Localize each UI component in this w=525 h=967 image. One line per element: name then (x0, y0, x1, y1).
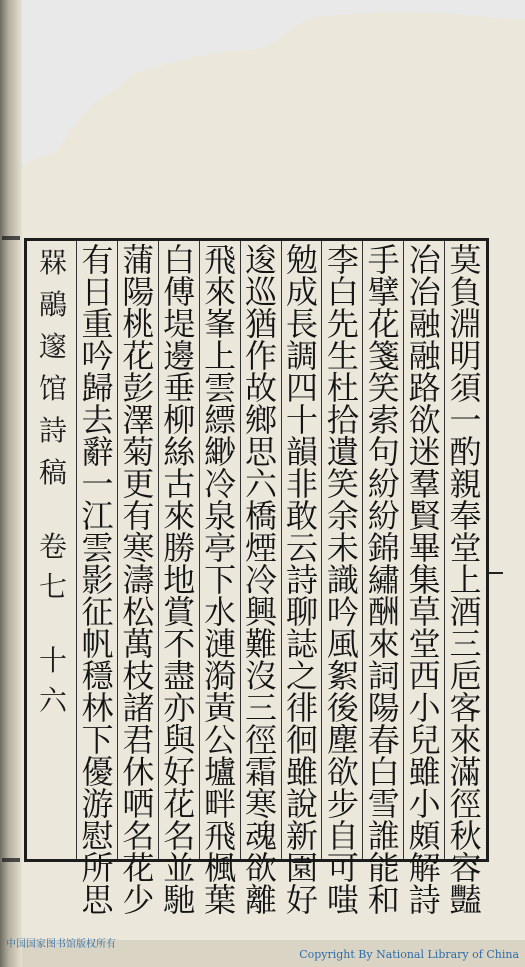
glyph: 游 (81, 785, 114, 823)
glyph: 畔 (204, 785, 237, 823)
glyph: 霜 (245, 753, 278, 791)
glyph: 聊 (285, 593, 318, 631)
glyph: 漣 (204, 625, 237, 663)
glyph: 堂 (408, 625, 441, 663)
glyph: 余 (326, 497, 359, 535)
glyph: 六 (245, 465, 278, 503)
glyph: 詞 (367, 657, 400, 695)
glyph: 三 (449, 625, 482, 663)
glyph: 日 (81, 273, 114, 311)
glyph: 蒲 (122, 241, 155, 279)
glyph: 成 (285, 273, 318, 311)
glyph: 萬 (122, 625, 155, 663)
text-column (200, 241, 241, 919)
glyph: 有 (122, 497, 155, 535)
glyph: 調 (285, 337, 318, 375)
glyph: 飛 (204, 817, 237, 855)
glyph: 七 (38, 570, 67, 603)
glyph: 興 (245, 593, 278, 631)
glyph: 邊 (163, 337, 196, 375)
glyph: 勝 (163, 529, 196, 567)
glyph: 繡 (367, 561, 400, 599)
glyph: 長 (285, 305, 318, 343)
glyph: 葉 (204, 881, 237, 919)
footer-copyright-right: Copyright By National Library of China (299, 948, 519, 961)
book-spine (0, 0, 22, 967)
glyph: 下 (81, 721, 114, 759)
glyph: 徊 (285, 721, 318, 759)
glyph: 柳 (163, 401, 196, 439)
glyph: 風 (326, 625, 359, 663)
glyph: 下 (204, 561, 237, 599)
glyph: 詩 (285, 561, 318, 599)
glyph: 名 (122, 817, 155, 855)
glyph: 沒 (245, 657, 278, 695)
glyph: 和 (367, 881, 400, 919)
glyph: 重 (81, 305, 114, 343)
glyph: 詩 (38, 414, 67, 447)
glyph: 所 (81, 849, 114, 887)
glyph: 楓 (204, 849, 237, 887)
glyph: 卷 (38, 530, 67, 563)
glyph: 桃 (122, 305, 155, 343)
glyph: 君 (122, 721, 155, 759)
glyph: 拾 (326, 401, 359, 439)
glyph: 冷 (204, 465, 237, 503)
glyph: 來 (367, 625, 400, 663)
glyph: 作 (245, 337, 278, 375)
glyph: 休 (122, 753, 155, 791)
glyph: 來 (204, 273, 237, 311)
glyph: 塵 (326, 721, 359, 759)
glyph: 說 (285, 785, 318, 823)
glyph: 思 (245, 433, 278, 471)
glyph: 漪 (204, 657, 237, 695)
glyph: 集 (408, 561, 441, 599)
glyph: 垂 (163, 369, 196, 407)
glyph: 絲 (163, 433, 196, 471)
glyph: 歸 (81, 369, 114, 407)
glyph: 迷 (408, 433, 441, 471)
glyph: 勉 (285, 241, 318, 279)
glyph: 逡 (245, 241, 278, 279)
glyph: 索 (367, 401, 400, 439)
text-frame (24, 238, 489, 919)
glyph: 堤 (163, 305, 196, 343)
book-title (39, 241, 67, 491)
glyph: 故 (245, 369, 278, 407)
glyph: 小 (408, 689, 441, 727)
glyph: 小 (408, 785, 441, 823)
glyph: 箋 (367, 337, 400, 375)
glyph: 徘 (285, 689, 318, 727)
glyph: 花 (122, 849, 155, 887)
glyph: 槑 (38, 246, 67, 279)
glyph: 莫 (449, 241, 482, 279)
text-column (363, 241, 404, 919)
glyph: 名 (163, 817, 196, 855)
glyph: 笑 (367, 369, 400, 407)
page-number (39, 639, 67, 719)
glyph: 巡 (245, 273, 278, 311)
glyph: 難 (245, 625, 278, 663)
glyph: 能 (367, 849, 400, 887)
glyph: 影 (81, 561, 114, 599)
glyph: 奉 (449, 497, 482, 535)
glyph: 十 (38, 644, 67, 677)
glyph: 明 (449, 337, 482, 375)
glyph: 融 (408, 305, 441, 343)
glyph: 辭 (81, 433, 114, 471)
glyph: 生 (326, 337, 359, 375)
glyph: 徑 (245, 721, 278, 759)
glyph: 杜 (326, 369, 359, 407)
glyph: 來 (163, 497, 196, 535)
glyph: 新 (285, 817, 318, 855)
footer-copyright-left: 中国国家图书馆版权所有 (6, 939, 116, 950)
glyph: 雖 (285, 753, 318, 791)
glyph: 李 (326, 241, 359, 279)
glyph: 峯 (204, 305, 237, 343)
text-column (282, 241, 323, 919)
glyph: 一 (81, 465, 114, 503)
glyph: 誰 (367, 817, 400, 855)
glyph: 煙 (245, 529, 278, 567)
glyph: 不 (163, 625, 196, 663)
glyph: 征 (81, 593, 114, 631)
glyph: 並 (163, 849, 196, 887)
glyph: 紛 (367, 497, 400, 535)
glyph: 少 (122, 881, 155, 919)
glyph: 彭 (122, 369, 155, 407)
glyph: 雖 (408, 753, 441, 791)
glyph: 馆 (38, 372, 67, 405)
text-column (118, 241, 159, 919)
text-column (404, 241, 445, 919)
glyph: 淵 (449, 305, 482, 343)
text-column (77, 241, 118, 919)
glyph: 公 (204, 721, 237, 759)
glyph: 頗 (408, 817, 441, 855)
glyph: 橋 (245, 497, 278, 535)
glyph: 自 (326, 817, 359, 855)
glyph: 寒 (245, 785, 278, 823)
glyph: 擘 (367, 273, 400, 311)
glyph: 與 (163, 721, 196, 759)
glyph: 枝 (122, 657, 155, 695)
glyph: 西 (408, 657, 441, 695)
glyph: 步 (326, 785, 359, 823)
glyph: 松 (122, 593, 155, 631)
glyph: 春 (367, 721, 400, 759)
glyph: 好 (285, 881, 318, 919)
glyph: 縹 (204, 401, 237, 439)
spine-ink-mark (2, 858, 20, 862)
glyph: 邃 (38, 330, 67, 363)
glyph: 紛 (367, 465, 400, 503)
glyph: 堂 (449, 529, 482, 567)
glyph: 六 (38, 684, 67, 717)
glyph: 四 (285, 369, 318, 407)
glyph: 亦 (163, 689, 196, 727)
glyph: 先 (326, 305, 359, 343)
glyph: 花 (367, 305, 400, 343)
glyph: 韻 (285, 433, 318, 471)
glyph: 酬 (367, 593, 400, 631)
glyph: 非 (285, 465, 318, 503)
glyph: 穩 (81, 657, 114, 695)
glyph: 兒 (408, 721, 441, 759)
glyph: 壚 (204, 753, 237, 791)
glyph: 鷊 (38, 288, 67, 321)
glyph: 更 (122, 465, 155, 503)
glyph: 云 (285, 529, 318, 567)
glyph: 之 (285, 657, 318, 695)
column-rule (76, 241, 77, 859)
glyph: 手 (367, 241, 400, 279)
glyph: 吟 (326, 593, 359, 631)
glyph: 可 (326, 849, 359, 887)
glyph: 來 (449, 721, 482, 759)
glyph: 猶 (245, 305, 278, 343)
glyph: 錦 (367, 529, 400, 567)
glyph: 白 (326, 273, 359, 311)
glyph: 賢 (408, 497, 441, 535)
glyph: 後 (326, 689, 359, 727)
glyph: 羣 (408, 465, 441, 503)
text-column (322, 241, 363, 919)
glyph: 白 (163, 241, 196, 279)
text-column (159, 241, 200, 919)
glyph: 水 (204, 593, 237, 631)
glyph: 諸 (122, 689, 155, 727)
glyph: 緲 (204, 433, 237, 471)
glyph: 畢 (408, 529, 441, 567)
glyph: 滿 (449, 753, 482, 791)
glyph: 慰 (81, 817, 114, 855)
glyph: 句 (367, 433, 400, 471)
glyph: 酒 (449, 593, 482, 631)
glyph: 親 (449, 465, 482, 503)
glyph: 冶 (408, 241, 441, 279)
glyph: 魂 (245, 817, 278, 855)
glyph: 古 (163, 465, 196, 503)
glyph: 馳 (163, 881, 196, 919)
glyph: 須 (449, 369, 482, 407)
glyph: 嗤 (326, 881, 359, 919)
glyph: 豔 (449, 881, 482, 919)
glyph: 哂 (122, 785, 155, 823)
glyph: 笑 (326, 465, 359, 503)
glyph: 草 (408, 593, 441, 631)
glyph: 泉 (204, 497, 237, 535)
glyph: 離 (245, 881, 278, 919)
glyph: 秋 (449, 817, 482, 855)
glyph: 三 (245, 689, 278, 727)
glyph: 遺 (326, 433, 359, 471)
glyph: 思 (81, 881, 114, 919)
glyph: 寒 (122, 529, 155, 567)
glyph: 客 (449, 689, 482, 727)
glyph: 陽 (122, 273, 155, 311)
glyph: 上 (449, 561, 482, 599)
glyph: 鄉 (245, 401, 278, 439)
glyph: 飛 (204, 241, 237, 279)
glyph: 欲 (408, 401, 441, 439)
glyph: 敢 (285, 497, 318, 535)
glyph: 融 (408, 337, 441, 375)
glyph: 園 (285, 849, 318, 887)
glyph: 未 (326, 529, 359, 567)
glyph: 好 (163, 753, 196, 791)
glyph: 冶 (408, 273, 441, 311)
glyph: 上 (204, 337, 237, 375)
glyph: 雪 (367, 785, 400, 823)
glyph: 酌 (449, 433, 482, 471)
glyph: 欲 (245, 849, 278, 887)
glyph: 亭 (204, 529, 237, 567)
glyph: 花 (163, 785, 196, 823)
glyph: 地 (163, 561, 196, 599)
glyph: 絮 (326, 657, 359, 695)
glyph: 賞 (163, 593, 196, 631)
glyph: 十 (285, 401, 318, 439)
margin-tick (489, 572, 503, 574)
glyph: 路 (408, 369, 441, 407)
glyph: 黃 (204, 689, 237, 727)
glyph: 吟 (81, 337, 114, 375)
glyph: 花 (122, 337, 155, 375)
glyph: 帆 (81, 625, 114, 663)
glyph: 雲 (81, 529, 114, 567)
glyph: 白 (367, 753, 400, 791)
text-column (445, 241, 486, 919)
spine-ink-mark (2, 236, 20, 240)
glyph: 誌 (285, 625, 318, 663)
glyph: 優 (81, 753, 114, 791)
text-column (241, 241, 282, 919)
glyph: 欲 (326, 753, 359, 791)
spine-title-strip (33, 241, 73, 859)
glyph: 濤 (122, 561, 155, 599)
glyph: 冷 (245, 561, 278, 599)
glyph: 江 (81, 497, 114, 535)
glyph: 識 (326, 561, 359, 599)
glyph: 稿 (38, 456, 67, 489)
glyph: 傅 (163, 273, 196, 311)
glyph: 一 (449, 401, 482, 439)
glyph: 雲 (204, 369, 237, 407)
glyph: 林 (81, 689, 114, 727)
glyph: 盡 (163, 657, 196, 695)
glyph: 徑 (449, 785, 482, 823)
glyph: 巵 (449, 657, 482, 695)
glyph: 澤 (122, 401, 155, 439)
volume-marker (39, 525, 67, 605)
glyph: 陽 (367, 689, 400, 727)
glyph: 有 (81, 241, 114, 279)
glyph: 去 (81, 401, 114, 439)
glyph: 負 (449, 273, 482, 311)
glyph: 菊 (122, 433, 155, 471)
glyph: 容 (449, 849, 482, 887)
glyph: 解 (408, 849, 441, 887)
glyph: 詩 (408, 881, 441, 919)
